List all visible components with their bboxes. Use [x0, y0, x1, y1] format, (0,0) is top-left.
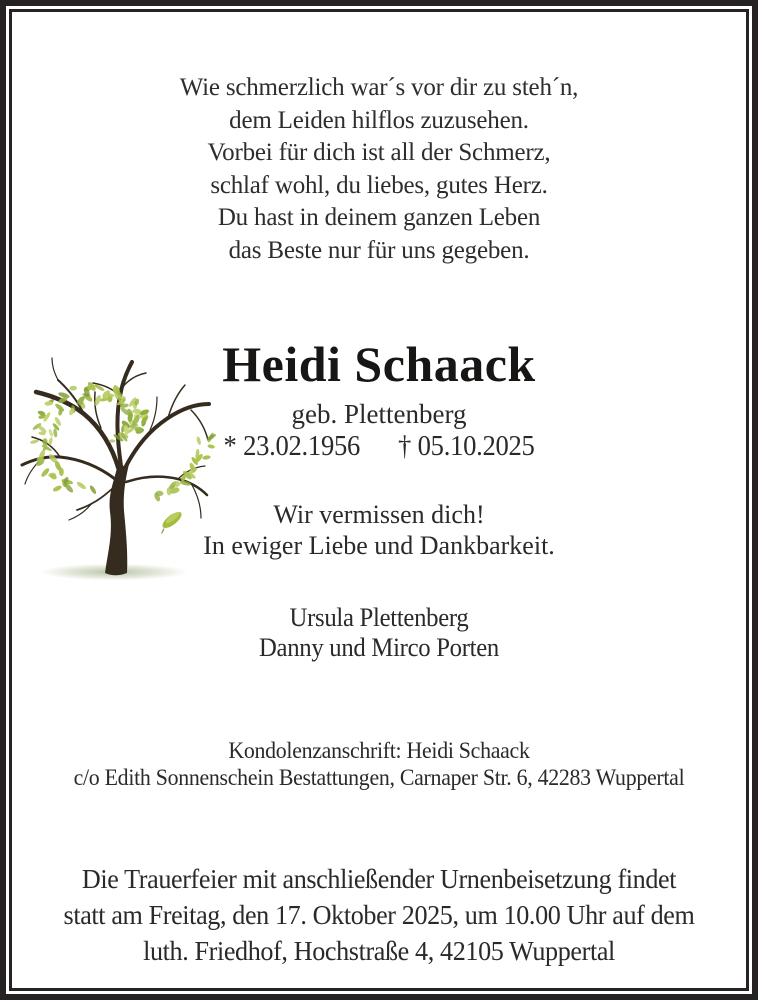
- death-date: † 05.10.2025: [398, 431, 535, 462]
- poem-line: das Beste nur für uns gegeben.: [228, 236, 530, 264]
- mourner-line: Danny und Mirco Porten: [258, 633, 499, 662]
- mourner-line: Ursula Plettenberg: [289, 603, 469, 632]
- funeral-line: luth. Friedhof, Hochstraße 4, 42105 Wuppertal: [143, 935, 615, 966]
- funeral-line: statt am Freitag, den 17. Oktober 2025, um 10.00 Uhr auf dem: [63, 899, 695, 930]
- born-symbol: *: [223, 431, 237, 462]
- condolence-line: Kondolenzanschrift: Heidi Schaack: [228, 738, 530, 763]
- farewell-line: Wir vermissen dich!: [273, 500, 485, 529]
- condolence-address: [19, 737, 739, 791]
- funeral-information: [19, 861, 739, 969]
- mourners-names: [19, 603, 739, 663]
- poem-line: Vorbei für dich ist all der Schmerz,: [207, 139, 551, 166]
- condolence-line: c/o Edith Sonnenschein Bestattungen, Carnaper Str. 6, 42283 Wuppertal: [73, 765, 685, 790]
- funeral-line: Die Trauerfeier mit anschließender Urnenbeisetzung findet: [81, 863, 677, 894]
- maiden-name: geb. Plettenberg: [291, 399, 467, 429]
- life-dates: [19, 431, 739, 463]
- birth-date: * 23.02.1956: [223, 431, 360, 462]
- poem-line: schlaf wohl, du liebes, gutes Herz.: [210, 171, 548, 199]
- died-symbol: †: [398, 431, 412, 462]
- farewell-text: [0, 499, 758, 561]
- poem-line: Du hast in deinem ganzen Leben: [217, 204, 541, 231]
- poem-line: Wie schmerzlich war´s vor dir zu steh´n,: [179, 74, 579, 101]
- memorial-poem: [0, 72, 758, 267]
- farewell-line: In ewiger Liebe und Dankbarkeit.: [203, 531, 555, 560]
- deceased-name: Heidi Schaack: [222, 336, 536, 392]
- poem-line: dem Leiden hilflos zuzusehen.: [229, 106, 529, 134]
